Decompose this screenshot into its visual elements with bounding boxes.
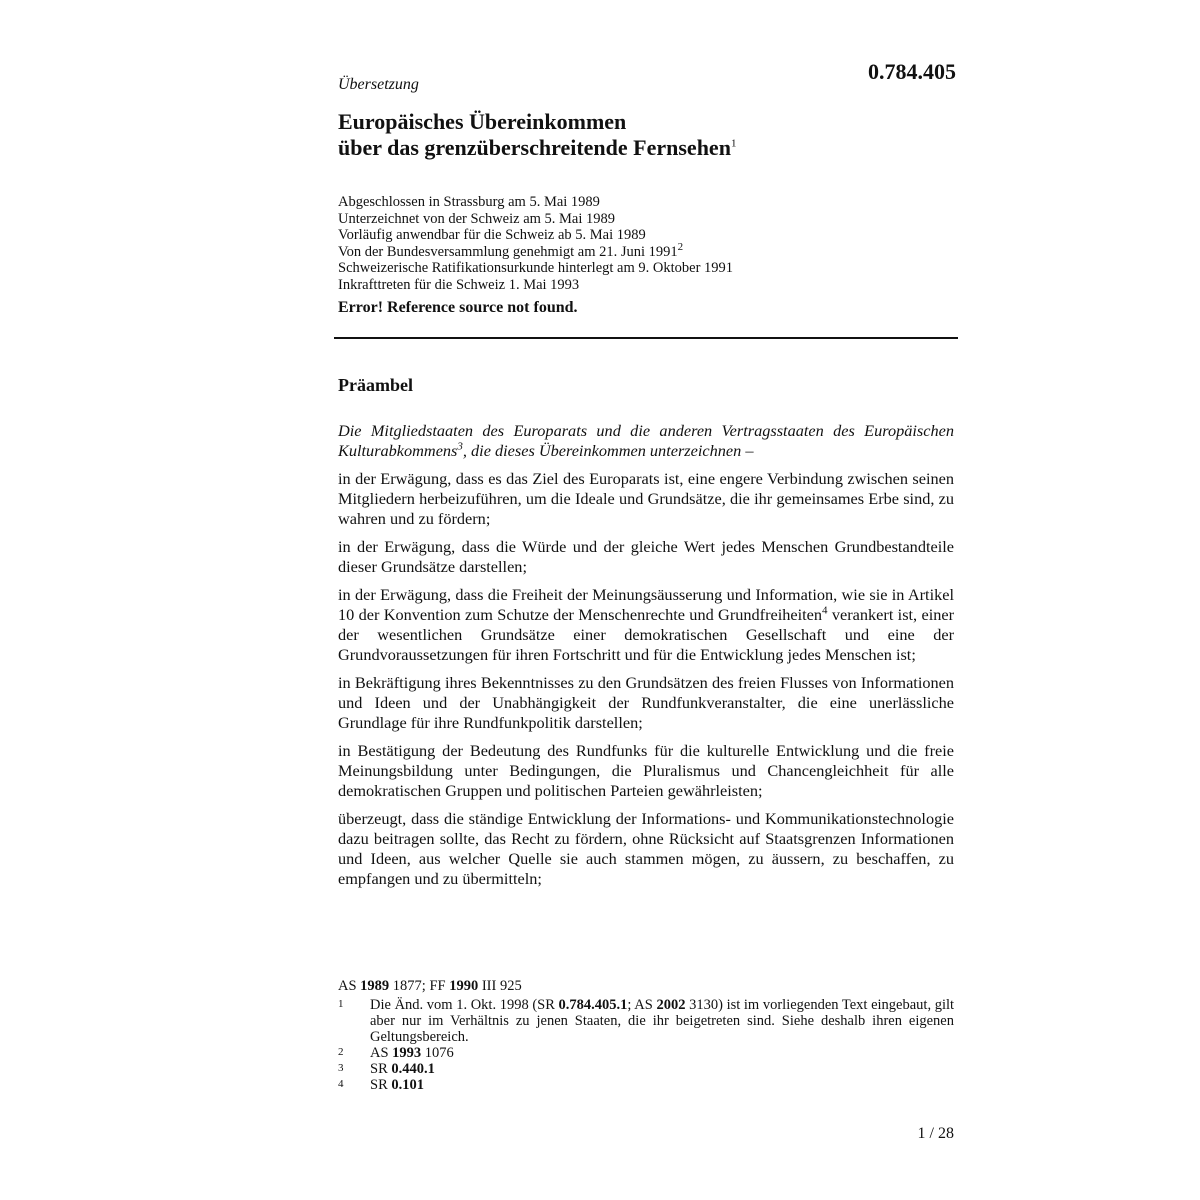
footnote-3 xyxy=(338,1061,954,1077)
meta-approved: Von der Bundesversammlung genehmigt am 21. Juni 1991$^2$ xyxy=(338,240,684,260)
footnote-2 xyxy=(338,1045,954,1061)
meta-provisional: Vorläufig anwendbar für die Schweiz ab 5. Mai 1989 xyxy=(338,227,646,243)
footnote-text: SR 0.101 xyxy=(370,1077,424,1093)
preamble-paragraph: in der Erwägung, dass die Würde und der gleiche Wert jedes Menschen Grundbestandteile dieser Grundsätze darstellen; xyxy=(338,537,954,576)
page-number: 1 / 28 xyxy=(917,1125,954,1142)
footnote-number: 1 xyxy=(338,998,344,1010)
sr-number: 0.784.405 xyxy=(868,59,956,84)
footnote-1 xyxy=(338,997,954,1045)
footnotes xyxy=(338,978,954,1093)
footnote-text: Die Änd. vom 1. Okt. 1998 (SR 0.784.405.1; AS 2002 3130) ist im vorliegenden Text eingebaut, gilt aber nur im Verhältnis zu jenen Staaten, die ihr beigetreten sind. Siehe deshalb ihren eigenen Geltungsbereich. xyxy=(370,997,955,1045)
preamble-paragraph: in Bestätigung der Bedeutung des Rundfunks für die kulturelle Entwicklung und die freie Meinungsbildung unter Bedingungen, die Pluralismus und Chancengleichheit für alle demokratischen Gruppen und politischen Parteien gewährleisten; xyxy=(338,741,954,800)
preamble-body xyxy=(338,421,954,897)
meta-signed: Unterzeichnet von der Schweiz am 5. Mai 1989 xyxy=(338,210,616,227)
title-line-2: über das grenzüberschreitende Fernsehen xyxy=(338,135,731,160)
footnote-ref-1[interactable]: 1 xyxy=(730,137,737,150)
footnote-ref-3[interactable]: 3 xyxy=(457,440,463,453)
document-title xyxy=(338,109,736,161)
header-divider xyxy=(334,337,958,339)
preamble-paragraph: in Bekräftigung ihres Bekenntnisses zu den Grundsätzen des freien Flusses von Informationen und Ideen und der Unabhängigkeit der Rundfunkveranstalter, die eine unerlässliche Grundlage für ihre Rundfunkpolitik darstellen; xyxy=(338,673,954,732)
footnote-number: 3 xyxy=(338,1062,344,1074)
footnote-ref-4[interactable]: 4 xyxy=(822,604,828,617)
preamble-paragraph: in der Erwägung, dass es das Ziel des Europarats ist, eine engere Verbindung zwischen seinen Mitgliedern herbeizuführen, um die Ideale und Grundsätze, die ihr gemeinsames Erbe sind, zu wahren und zu fördern; xyxy=(338,469,954,528)
footnote-text: AS 1993 1076 xyxy=(370,1045,454,1061)
footnote-number: 4 xyxy=(338,1078,344,1090)
meta-concluded: Abgeschlossen in Strassburg am 5. Mai 1989 xyxy=(338,194,600,210)
preamble-intro: Die Mitgliedstaaten des Europarats und die anderen Vertragsstaaten des Europäischen Kulturabkommens$^3$, die dieses Übereinkommen unterzeichnen – xyxy=(338,421,954,460)
preamble-heading: Präambel xyxy=(338,375,413,395)
footnote-4 xyxy=(338,1077,954,1093)
preamble-paragraph: überzeugt, dass die ständige Entwicklung der Informations- und Kommunikationstechnologie dazu beitragen sollte, das Recht zu fördern, ohne Rücksicht auf Staatsgrenzen Informationen und Ideen, aus welcher Quelle sie auch stammen mögen, zu äussern, zu beschaffen, zu empfangen und zu übermitteln; xyxy=(338,809,954,888)
footnote-number: 2 xyxy=(338,1046,344,1058)
translation-label: Übersetzung xyxy=(338,76,419,93)
reference-error: Error! Reference source not found. xyxy=(338,299,578,316)
footnote-ref-2[interactable]: 2 xyxy=(677,240,684,253)
title-line-1: Europäisches Übereinkommen xyxy=(338,109,627,134)
treaty-metadata xyxy=(338,194,733,293)
footnote-source: AS 1989 1877; FF 1990 III 925 xyxy=(338,978,522,994)
meta-ratification: Schweizerische Ratifikationsurkunde hinterlegt am 9. Oktober 1991 xyxy=(338,260,734,276)
preamble-paragraph: in der Erwägung, dass die Freiheit der Meinungsäusserung und Information, wie sie in Artikel 10 der Konvention zum Schutze der Menschenrechte und Grundfreiheiten$^4$ verankert ist, einer der wesentlichen Grundsätze einer demokratischen Gesellschaft und eine der Grundvoraussetzungen für ihren Fortschritt und für die Entwicklung jedes Menschen ist; xyxy=(338,585,955,664)
meta-entry-into-force: Inkrafttreten für die Schweiz 1. Mai 1993 xyxy=(338,276,580,293)
footnote-text: SR 0.440.1 xyxy=(370,1061,435,1077)
